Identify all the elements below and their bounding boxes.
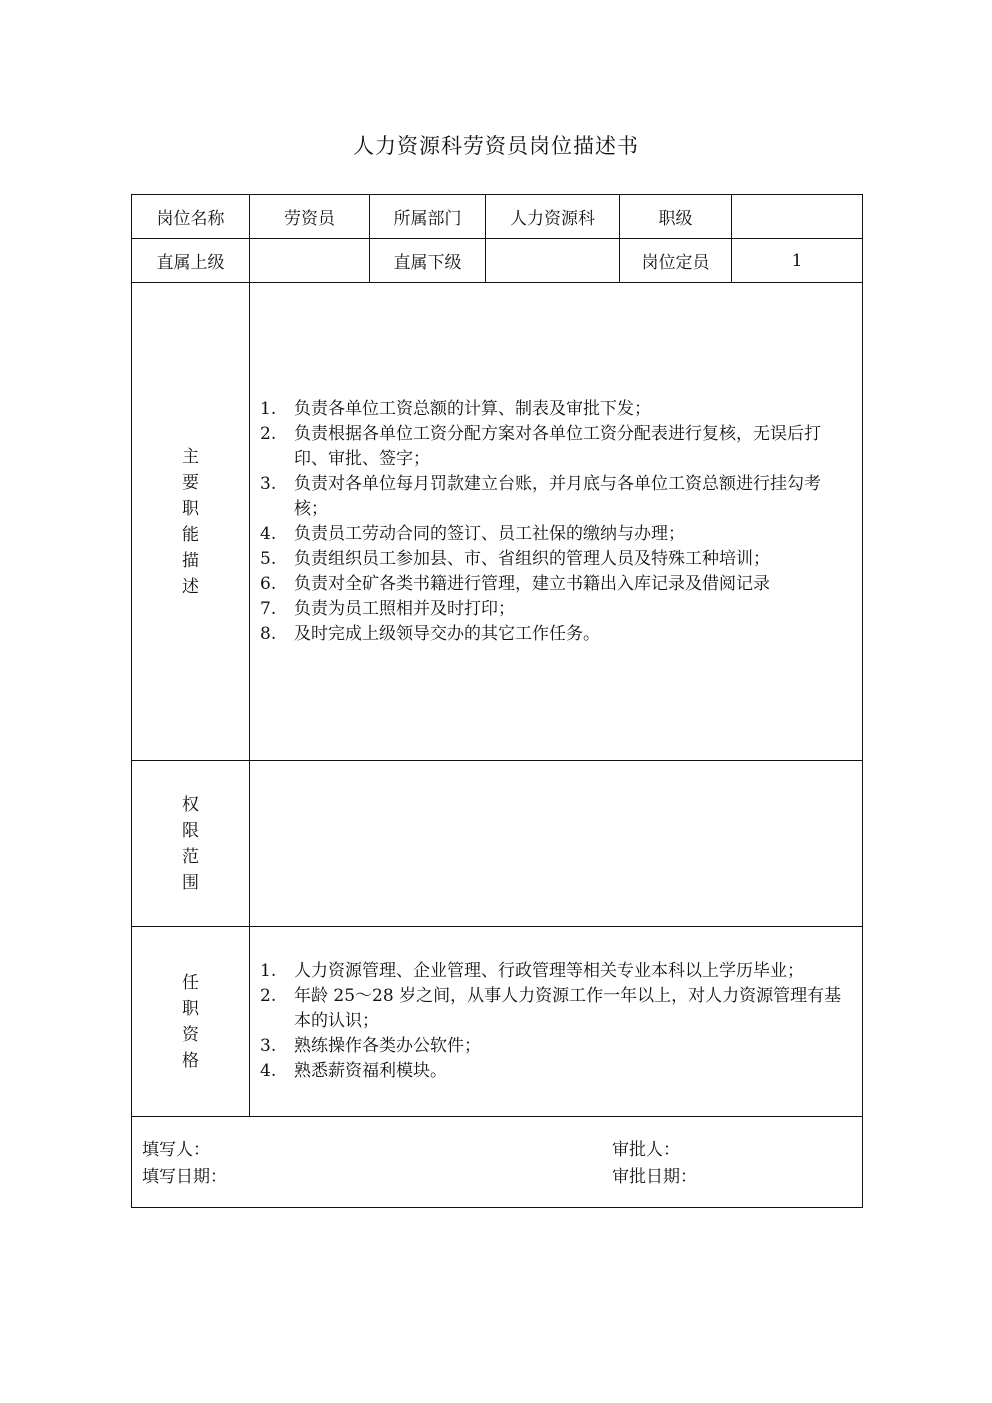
authority-row — [132, 761, 863, 927]
authority-label: 权 限 范 围 — [132, 761, 250, 927]
header-row-2 — [132, 239, 863, 283]
headcount-label: 岗位定员 — [620, 239, 732, 283]
qualifications-list — [250, 959, 862, 1084]
list-item: 2. 年龄 25～28 岁之间，从事人力资源工作一年以上，对人力资源管理有基本的认识； — [260, 986, 842, 1031]
approve-date-label: 审批日期： — [612, 1167, 697, 1187]
list-item: 4. 负责员工劳动合同的签订、员工社保的缴纳与办理； — [260, 523, 685, 544]
subordinate-label: 直属下级 — [370, 239, 486, 283]
filler-label: 填写人： — [142, 1140, 210, 1160]
duties-list — [250, 397, 862, 647]
qualifications-row — [132, 927, 863, 1117]
list-item: 8. 及时完成上级领导交办的其它工作任务。 — [260, 623, 600, 644]
grade-label: 职级 — [620, 195, 732, 239]
department-value: 人力资源科 — [486, 195, 620, 239]
list-item: 1. 人力资源管理、企业管理、行政管理等相关专业本科以上学历毕业； — [260, 961, 804, 981]
duties-label: 主 要 职 能 描 述 — [132, 283, 250, 761]
superior-label: 直属上级 — [132, 239, 250, 283]
list-item: 7. 负责为员工照相并及时打印； — [260, 598, 515, 619]
qualifications-label: 任 职 资 格 — [132, 927, 250, 1117]
post-name-value: 劳资员 — [250, 195, 370, 239]
fill-date-label: 填写日期： — [142, 1167, 227, 1187]
list-item: 3. 熟练操作各类办公软件； — [260, 1036, 481, 1056]
list-item: 3. 负责对各单位每月罚款建立台账，并月底与各单位工资总额进行挂勾考核； — [260, 473, 821, 519]
duties-row — [132, 283, 863, 761]
document-title: 人力资源科劳资员岗位描述书 — [353, 134, 639, 158]
signature-row — [132, 1117, 863, 1208]
headcount-value: 1 — [732, 239, 863, 283]
superior-value — [250, 239, 370, 283]
list-item: 1. 负责各单位工资总额的计算、制表及审批下发； — [260, 398, 651, 419]
authority-content — [250, 761, 863, 927]
list-item: 4. 熟悉薪资福利模块。 — [260, 1061, 447, 1081]
list-item: 5. 负责组织员工参加县、市、省组织的管理人员及特殊工种培训； — [260, 548, 770, 569]
post-name-label: 岗位名称 — [132, 195, 250, 239]
list-item: 2. 负责根据各单位工资分配方案对各单位工资分配表进行复核，无误后打印、审批、签字； — [260, 423, 821, 469]
subordinate-value — [486, 239, 620, 283]
qualifications-content — [250, 927, 863, 1117]
header-row-1 — [132, 195, 863, 239]
duties-content — [250, 283, 863, 761]
signature-cell — [132, 1117, 863, 1208]
approver-label: 审批人： — [612, 1140, 680, 1160]
department-label: 所属部门 — [370, 195, 486, 239]
list-item: 6. 负责对全矿各类书籍进行管理，建立书籍出入库记录及借阅记录 — [260, 573, 770, 594]
job-description-table — [131, 194, 863, 1208]
grade-value — [732, 195, 863, 239]
